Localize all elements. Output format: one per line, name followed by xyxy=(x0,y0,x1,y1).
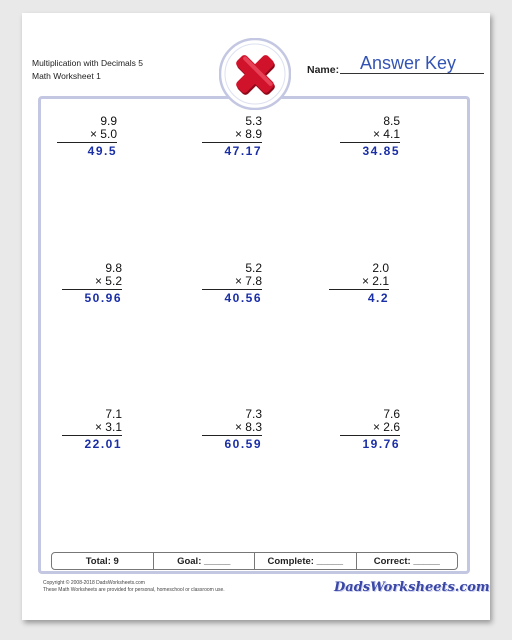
problem-2-multiplicand: 5.3 xyxy=(245,114,262,128)
problem-1-answer: 49.5 xyxy=(87,144,117,158)
x-logo-icon xyxy=(219,38,291,110)
problem-6 xyxy=(329,262,389,305)
problem-5-multiplicand: 5.2 xyxy=(245,261,262,275)
problem-7-multiplicand: 7.1 xyxy=(105,407,122,421)
problem-1 xyxy=(57,115,117,158)
worksheet-title-line2: Math Worksheet 1 xyxy=(32,71,101,81)
problem-4 xyxy=(62,262,122,305)
problem-8 xyxy=(202,408,262,451)
problem-2 xyxy=(202,115,262,158)
problem-8-multiplier: × 8.3 xyxy=(202,421,262,436)
problem-3 xyxy=(340,115,400,158)
problem-9-answer: 19.76 xyxy=(362,437,400,451)
problem-5-answer: 40.56 xyxy=(224,291,262,305)
problem-4-answer: 50.96 xyxy=(84,291,122,305)
problem-9-multiplicand: 7.6 xyxy=(383,407,400,421)
score-box xyxy=(51,552,458,570)
problem-6-answer: 4.2 xyxy=(367,291,389,305)
problem-3-multiplier: × 4.1 xyxy=(340,128,400,143)
brand-logo: DadsWorksheets.com xyxy=(334,580,490,595)
problem-3-answer: 34.85 xyxy=(362,144,400,158)
problem-6-multiplicand: 2.0 xyxy=(372,261,389,275)
problem-2-answer: 47.17 xyxy=(224,144,262,158)
problem-3-multiplicand: 8.5 xyxy=(383,114,400,128)
answer-key-text: Answer Key xyxy=(359,53,457,73)
goal-cell: Goal: _____ xyxy=(154,553,256,569)
copyright-line1: Copyright © 2008-2018 DadsWorksheets.com xyxy=(43,580,145,586)
total-cell: Total: 9 xyxy=(52,553,154,569)
copyright-line2: These Math Worksheets are provided for personal, homeschool or classroom use. xyxy=(43,586,225,593)
problem-4-multiplicand: 9.8 xyxy=(105,261,122,275)
problems-frame xyxy=(38,96,470,574)
problem-4-multiplier: × 5.2 xyxy=(62,275,122,290)
problem-5 xyxy=(202,262,262,305)
name-label: Name: xyxy=(307,64,340,76)
worksheet-title xyxy=(32,57,143,83)
problem-6-multiplier: × 2.1 xyxy=(329,275,389,290)
problem-7-multiplier: × 3.1 xyxy=(62,421,122,436)
problem-8-multiplicand: 7.3 xyxy=(245,407,262,421)
copyright-notice xyxy=(43,580,225,593)
problem-5-multiplier: × 7.8 xyxy=(202,275,262,290)
name-line xyxy=(340,73,484,74)
problem-1-multiplicand: 9.9 xyxy=(100,114,117,128)
problem-7 xyxy=(62,408,122,451)
correct-cell: Correct: _____ xyxy=(373,555,440,567)
problem-9 xyxy=(340,408,400,451)
problem-9-multiplier: × 2.6 xyxy=(340,421,400,436)
problem-1-multiplier: × 5.0 xyxy=(57,128,117,143)
problem-7-answer: 22.01 xyxy=(84,437,122,451)
problem-2-multiplier: × 8.9 xyxy=(202,128,262,143)
complete-cell: Complete: _____ xyxy=(255,553,357,569)
worksheet-title-line1: Multiplication with Decimals 5 xyxy=(32,58,144,68)
problem-8-answer: 60.59 xyxy=(224,437,262,451)
